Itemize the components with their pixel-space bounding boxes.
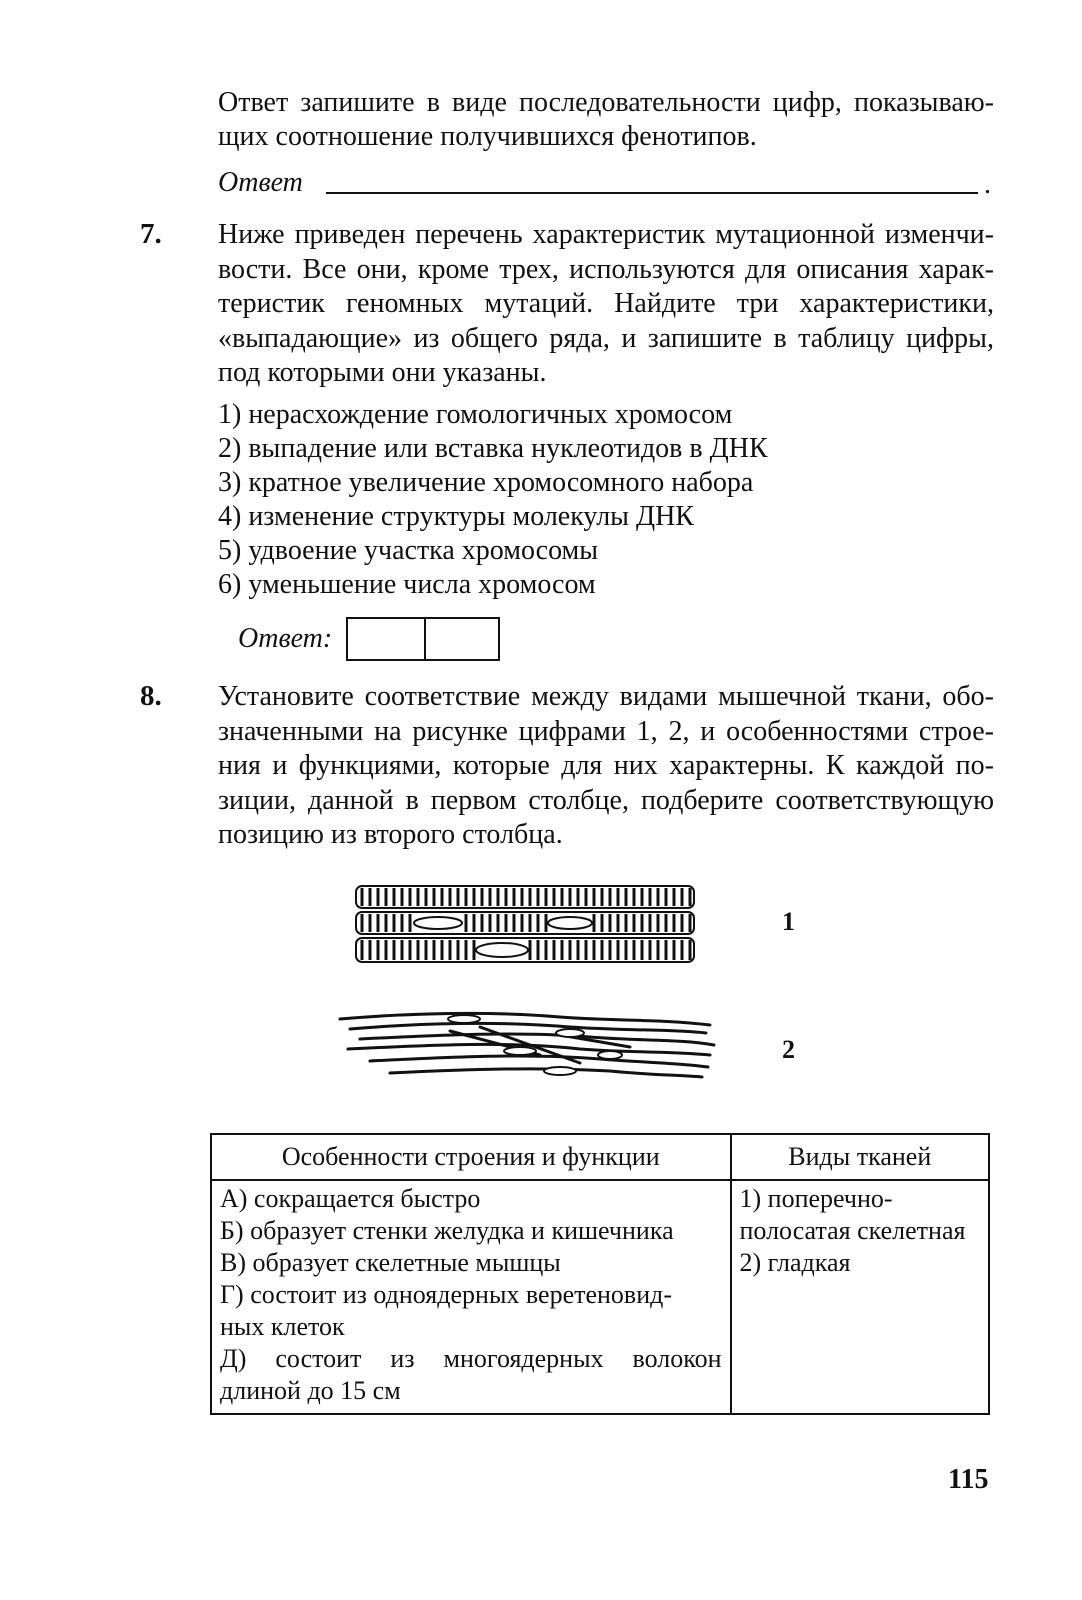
tissue-item: 1) поперечно- [739,1184,893,1213]
question-7-text [218,218,994,391]
question-8-text [218,680,994,853]
tissue-item: 2) гладкая [739,1248,851,1277]
feature-item: длиной до 15 см [220,1376,401,1405]
option-item: 1) нерасхождение гомологичных хромосом [218,399,733,430]
tissue-item: полосатая скелетная [739,1216,966,1245]
question-8-line: Установите соответствие между видами мышечной ткани, обо- [218,681,994,712]
option-item: 6) уменьшение числа хромосом [218,569,596,600]
feature-item: Б) образует стенки желудка и кишечника [220,1216,674,1245]
question-7-answer-label: Ответ: [238,623,333,654]
answer-box-2[interactable] [422,617,500,661]
option-item: 2) выпадение или вставка нуклеотидов в ДНК [218,433,768,464]
question-7-line: под которыми они указаны. [218,357,547,388]
question-7-line: Ниже приведен перечень характеристик мутационной изменчи- [218,219,994,250]
feature-item: Г) состоит из одноядерных веретеновид- [220,1280,673,1309]
option-item: 3) кратное увеличение хромосомного набора [218,467,754,498]
intro-answer-dot: . [984,169,991,200]
question-7-line: «выпадающие» из общего ряда, и запишите в таблицу цифры, [218,322,994,354]
question-8-line: значенными на рисунке цифрами 1, 2, и особенностями строе- [218,715,994,747]
intro-answer-label: Ответ [218,167,303,198]
answer-box-1[interactable] [346,617,426,661]
table-body-row [211,1180,989,1414]
feature-item: В) образует скелетные мышцы [220,1248,561,1277]
question-8-number: 8. [140,680,162,712]
figure-label-1: 1 [782,907,795,936]
table-header-features: Особенности строения и функции [211,1134,731,1180]
question-7-number: 7. [140,218,162,250]
table-header-row [211,1134,989,1180]
question-7-options [218,398,768,602]
question-7-line: вости. Все они, кроме трех, используются для описания харак- [218,253,994,285]
tissue-types-cell [731,1180,990,1414]
table-header-tissue-types: Виды тканей [731,1134,990,1180]
feature-item: Д) состоит из многоядерных волокон [220,1344,722,1373]
features-cell [211,1180,731,1414]
feature-item: А) сокращается быстро [220,1184,481,1213]
question-7-line: теристик геномных мутаций. Найдите три характеристики, [218,288,994,319]
striated-muscle-illustration [354,882,700,968]
question-8-line: зиции, данной в первом столбце, подберите соответствующую [218,784,994,816]
option-item: 5) удвоение участка хромосомы [218,535,599,566]
intro-line-2: щих соотношение получившихся фенотипов. [218,121,757,152]
matching-table [210,1133,990,1415]
intro-answer-line[interactable] [326,192,978,194]
smooth-muscle-illustration [330,1005,722,1085]
question-8-line: ния и функциями, которые для них характерны. К каждой по- [218,750,994,781]
feature-item: ных клеток [220,1312,345,1341]
page-number: 115 [948,1464,989,1495]
intro-line-1: Ответ запишите в виде последовательности цифр, показываю- [218,87,994,118]
figure-label-2: 2 [782,1035,795,1064]
option-item: 4) изменение структуры молекулы ДНК [218,501,694,532]
question-8-line: позицию из второго столбца. [218,819,563,850]
